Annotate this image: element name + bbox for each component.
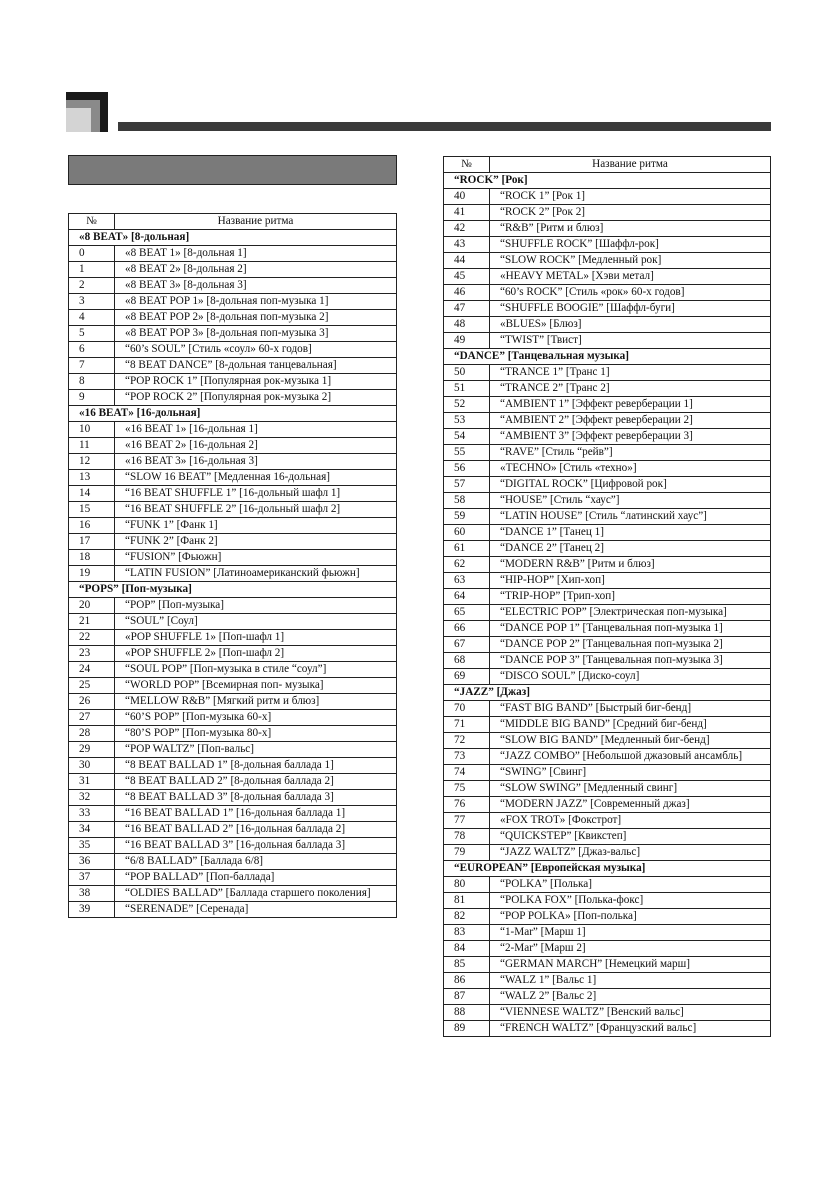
rhythm-number: 23 [69,646,115,662]
rhythm-number: 68 [444,653,490,669]
rhythm-name: «POP SHUFFLE 2» [Поп-шафл 2] [115,646,397,662]
rhythm-number: 86 [444,973,490,989]
group-header-row [69,406,397,422]
rhythm-number: 82 [444,909,490,925]
rhythm-name: «8 BEAT 3» [8-дольная 3] [115,278,397,294]
rhythm-number: 74 [444,765,490,781]
rhythm-number: 52 [444,397,490,413]
rhythm-number: 49 [444,333,490,349]
group-title: “POPS” [Поп-музыка] [69,582,397,598]
rhythm-number: 14 [69,486,115,502]
rhythm-name: «8 BEAT 2» [8-дольная 2] [115,262,397,278]
rhythm-number: 20 [69,598,115,614]
rhythm-name: “VIENNESE WALTZ” [Венский вальс] [490,1005,771,1021]
rhythm-name: “60’s SOUL” [Стиль «соул» 60-х годов] [115,342,397,358]
rhythm-number: 36 [69,854,115,870]
group-header-row [444,861,771,877]
table-row [444,493,771,509]
table-row [444,365,771,381]
column-header-number: № [69,214,115,230]
rhythm-name: “16 BEAT BALLAD 3” [16-дольная баллада 3] [115,838,397,854]
rhythm-name: “DANCE 2” [Танец 2] [490,541,771,557]
rhythm-number: 88 [444,1005,490,1021]
table-row [69,566,397,582]
table-row [69,502,397,518]
rhythm-name: “16 BEAT BALLAD 2” [16-дольная баллада 2] [115,822,397,838]
table-row [444,509,771,525]
table-row [69,470,397,486]
rhythm-number: 79 [444,845,490,861]
table-row [444,845,771,861]
rhythm-name: «HEAVY METAL» [Хэви метал] [490,269,771,285]
rhythm-number: 47 [444,301,490,317]
rhythm-number: 64 [444,589,490,605]
rhythm-name: “SLOW ROCK” [Медленный рок] [490,253,771,269]
table-row [444,877,771,893]
table-row [444,909,771,925]
table-row [444,605,771,621]
rhythm-name: “POP ROCK 1” [Популярная рок-музыка 1] [115,374,397,390]
rhythm-name: “8 BEAT BALLAD 3” [8-дольная баллада 3] [115,790,397,806]
rhythm-name: “2-Mar” [Марш 2] [490,941,771,957]
rhythm-number: 32 [69,790,115,806]
group-header-row [444,349,771,365]
rhythm-number: 35 [69,838,115,854]
rhythm-table-left [68,213,397,918]
table-row [69,902,397,918]
table-row [444,525,771,541]
table-row [444,813,771,829]
group-header-row [444,685,771,701]
table-row [444,1021,771,1037]
rhythm-name: “POP POLKA» [Поп-полька] [490,909,771,925]
rhythm-name: “SHUFFLE ROCK” [Шаффл-рок] [490,237,771,253]
column-header-number: № [444,157,490,173]
table-row [69,358,397,374]
rhythm-number: 15 [69,502,115,518]
table-row [444,397,771,413]
table-row [444,669,771,685]
section-title-box [68,155,397,185]
table-row [444,189,771,205]
table-row [444,317,771,333]
rhythm-number: 61 [444,541,490,557]
rhythm-name: “ROCK 1” [Рок 1] [490,189,771,205]
rhythm-name: “POP” [Поп-музыка] [115,598,397,614]
rhythm-number: 66 [444,621,490,637]
rhythm-name: “JAZZ COMBO” [Небольшой джазовый ансамбль] [490,749,771,765]
table-row [69,726,397,742]
rhythm-name: “WALZ 1” [Вальс 1] [490,973,771,989]
rhythm-number: 11 [69,438,115,454]
table-row [444,637,771,653]
rhythm-number: 2 [69,278,115,294]
rhythm-name: “OLDIES BALLAD” [Баллада старшего поколения] [115,886,397,902]
table-row [444,541,771,557]
rhythm-name: “POP ROCK 2” [Популярная рок-музыка 2] [115,390,397,406]
table-row [444,413,771,429]
rhythm-name: “60’S POP” [Поп-музыка 60-х] [115,710,397,726]
group-title: «8 BEAT» [8-дольная] [69,230,397,246]
rhythm-name: “POLKA FOX” [Полька-фокс] [490,893,771,909]
table-row [444,829,771,845]
rhythm-number: 3 [69,294,115,310]
rhythm-number: 1 [69,262,115,278]
table-row [444,797,771,813]
rhythm-number: 44 [444,253,490,269]
rhythm-number: 83 [444,925,490,941]
rhythm-name: “RAVE” [Стиль “рейв”] [490,445,771,461]
column-header-name: Название ритма [115,214,397,230]
table-row [69,774,397,790]
rhythm-name: «16 BEAT 1» [16-дольная 1] [115,422,397,438]
rhythm-number: 76 [444,797,490,813]
header-bar [118,122,771,131]
group-header-row [444,173,771,189]
rhythm-name: “DISCO SOUL” [Диско-соул] [490,669,771,685]
rhythm-name: «TECHNO» [Стиль «техно»] [490,461,771,477]
table-row [69,806,397,822]
rhythm-name: “16 BEAT BALLAD 1” [16-дольная баллада 1] [115,806,397,822]
rhythm-number: 53 [444,413,490,429]
rhythm-name: “WORLD POP” [Всемирная поп- музыка] [115,678,397,694]
rhythm-name: “POP WALTZ” [Поп-вальс] [115,742,397,758]
rhythm-number: 58 [444,493,490,509]
rhythm-number: 0 [69,246,115,262]
table-row [444,749,771,765]
table-row [444,701,771,717]
rhythm-number: 18 [69,550,115,566]
rhythm-number: 6 [69,342,115,358]
table-row [69,326,397,342]
rhythm-number: 33 [69,806,115,822]
table-row [69,694,397,710]
group-header-row [69,230,397,246]
rhythm-number: 34 [69,822,115,838]
rhythm-name: “R&B” [Ритм и блюз] [490,221,771,237]
table-row [69,662,397,678]
rhythm-number: 60 [444,525,490,541]
rhythm-name: “JAZZ WALTZ” [Джаз-вальс] [490,845,771,861]
table-row [69,598,397,614]
rhythm-name: “ROCK 2” [Рок 2] [490,205,771,221]
rhythm-name: «8 BEAT POP 1» [8-дольная поп-музыка 1] [115,294,397,310]
group-header-row [69,582,397,598]
rhythm-number: 43 [444,237,490,253]
rhythm-name: “DANCE POP 2” [Танцевальная поп-музыка 2] [490,637,771,653]
table-row [444,461,771,477]
table-row [69,390,397,406]
rhythm-name: «16 BEAT 3» [16-дольная 3] [115,454,397,470]
rhythm-name: “AMBIENT 1” [Эффект реверберации 1] [490,397,771,413]
table-row [69,854,397,870]
table-body [69,230,397,918]
rhythm-name: “DANCE POP 3” [Танцевальная поп-музыка 3] [490,653,771,669]
rhythm-number: 16 [69,518,115,534]
table-row [444,205,771,221]
rhythm-number: 56 [444,461,490,477]
table-row [444,765,771,781]
table-row [444,477,771,493]
rhythm-number: 50 [444,365,490,381]
rhythm-name: “SOUL POP” [Поп-музыка в стиле “соул”] [115,662,397,678]
group-title: “DANCE” [Танцевальная музыка] [444,349,771,365]
table-row [69,678,397,694]
rhythm-number: 48 [444,317,490,333]
group-title: «16 BEAT» [16-дольная] [69,406,397,422]
table-row [444,893,771,909]
rhythm-number: 71 [444,717,490,733]
rhythm-name: «FOX TROT» [Фокстрот] [490,813,771,829]
rhythm-number: 5 [69,326,115,342]
rhythm-name: “16 BEAT SHUFFLE 1” [16-дольный шафл 1] [115,486,397,502]
rhythm-name: “80’S POP” [Поп-музыка 80-х] [115,726,397,742]
table-row [69,246,397,262]
rhythm-number: 46 [444,285,490,301]
table-row [69,550,397,566]
rhythm-number: 54 [444,429,490,445]
rhythm-number: 24 [69,662,115,678]
rhythm-number: 17 [69,534,115,550]
rhythm-number: 81 [444,893,490,909]
table-row [444,237,771,253]
table-row [444,733,771,749]
rhythm-name: “SWING” [Свинг] [490,765,771,781]
rhythm-name: “6/8 BALLAD” [Баллада 6/8] [115,854,397,870]
rhythm-number: 75 [444,781,490,797]
rhythm-name: “MIDDLE BIG BAND” [Средний биг-бенд] [490,717,771,733]
rhythm-name: “8 BEAT DANCE” [8-дольная танцевальная] [115,358,397,374]
corner-decoration-light [66,108,91,132]
rhythm-number: 42 [444,221,490,237]
table-row [444,989,771,1005]
table-row [69,486,397,502]
rhythm-name: “SLOW BIG BAND” [Медленный биг-бенд] [490,733,771,749]
rhythm-name: “MELLOW R&B” [Мягкий ритм и блюз] [115,694,397,710]
rhythm-name: “DANCE POP 1” [Танцевальная поп-музыка 1] [490,621,771,637]
table-row [69,438,397,454]
rhythm-name: “8 BEAT BALLAD 2” [8-дольная баллада 2] [115,774,397,790]
table-row [444,589,771,605]
rhythm-name: “MODERN R&B” [Ритм и блюз] [490,557,771,573]
rhythm-name: “GERMAN MARCH” [Немецкий марш] [490,957,771,973]
rhythm-number: 4 [69,310,115,326]
table-row [69,454,397,470]
rhythm-name: “LATIN HOUSE” [Стиль “латинский хаус”] [490,509,771,525]
rhythm-name: “DIGITAL ROCK” [Цифровой рок] [490,477,771,493]
table-row [444,253,771,269]
rhythm-name: “SHUFFLE BOOGIE” [Шаффл-буги] [490,301,771,317]
rhythm-name: «BLUES» [Блюз] [490,317,771,333]
rhythm-name: “POP BALLAD” [Поп-баллада] [115,870,397,886]
table-row [444,285,771,301]
rhythm-number: 21 [69,614,115,630]
group-title: “EUROPEAN” [Европейская музыка] [444,861,771,877]
rhythm-name: «8 BEAT 1» [8-дольная 1] [115,246,397,262]
table-row [69,838,397,854]
rhythm-number: 89 [444,1021,490,1037]
rhythm-number: 22 [69,630,115,646]
table-row [69,870,397,886]
rhythm-number: 39 [69,902,115,918]
table-row [444,301,771,317]
rhythm-number: 26 [69,694,115,710]
group-title: “JAZZ” [Джаз] [444,685,771,701]
rhythm-name: “HOUSE” [Стиль “хаус”] [490,493,771,509]
rhythm-name: «POP SHUFFLE 1» [Поп-шафл 1] [115,630,397,646]
table-row [69,422,397,438]
rhythm-number: 80 [444,877,490,893]
rhythm-number: 25 [69,678,115,694]
rhythm-name: “AMBIENT 3” [Эффект реверберации 3] [490,429,771,445]
table-row [444,221,771,237]
rhythm-number: 37 [69,870,115,886]
rhythm-number: 41 [444,205,490,221]
rhythm-name: «16 BEAT 2» [16-дольная 2] [115,438,397,454]
rhythm-name: “WALZ 2” [Вальс 2] [490,989,771,1005]
rhythm-number: 30 [69,758,115,774]
table-row [444,333,771,349]
table-row [69,374,397,390]
table-row [444,1005,771,1021]
rhythm-number: 63 [444,573,490,589]
rhythm-number: 19 [69,566,115,582]
rhythm-number: 57 [444,477,490,493]
rhythm-number: 40 [444,189,490,205]
rhythm-number: 12 [69,454,115,470]
rhythm-name: “60’s ROCK” [Стиль «рок» 60-х годов] [490,285,771,301]
rhythm-name: “8 BEAT BALLAD 1” [8-дольная баллада 1] [115,758,397,774]
table-row [444,573,771,589]
table-row [444,381,771,397]
table-row [69,822,397,838]
rhythm-name: “TWIST” [Твист] [490,333,771,349]
rhythm-number: 65 [444,605,490,621]
group-title: “ROCK” [Рок] [444,173,771,189]
rhythm-number: 51 [444,381,490,397]
table-row [444,653,771,669]
table-row [444,717,771,733]
rhythm-name: “AMBIENT 2” [Эффект реверберации 2] [490,413,771,429]
table-row [444,925,771,941]
rhythm-name: “SERENADE” [Серенада] [115,902,397,918]
rhythm-number: 73 [444,749,490,765]
rhythm-number: 28 [69,726,115,742]
rhythm-number: 27 [69,710,115,726]
rhythm-table-right [443,156,771,1037]
rhythm-name: “TRIP-HOP” [Трип-хоп] [490,589,771,605]
table-row [69,742,397,758]
rhythm-name: “FAST BIG BAND” [Быстрый биг-бенд] [490,701,771,717]
rhythm-name: “SLOW 16 BEAT” [Медленная 16-дольная] [115,470,397,486]
rhythm-name: “LATIN FUSION” [Латиноамериканский фьюжн] [115,566,397,582]
table-row [69,630,397,646]
rhythm-name: “FRENCH WALTZ” [Французский вальс] [490,1021,771,1037]
rhythm-number: 84 [444,941,490,957]
table-row [69,614,397,630]
table-row [444,973,771,989]
table-row [444,557,771,573]
rhythm-number: 55 [444,445,490,461]
rhythm-number: 38 [69,886,115,902]
rhythm-number: 8 [69,374,115,390]
rhythm-name: “QUICKSTEP” [Квикстеп] [490,829,771,845]
rhythm-name: “FUNK 2” [Фанк 2] [115,534,397,550]
rhythm-number: 45 [444,269,490,285]
rhythm-name: “HIP-HOP” [Хип-хоп] [490,573,771,589]
table-row [69,278,397,294]
table-row [69,518,397,534]
rhythm-name: “DANCE 1” [Танец 1] [490,525,771,541]
rhythm-name: “16 BEAT SHUFFLE 2” [16-дольный шафл 2] [115,502,397,518]
table-header-row [69,214,397,230]
rhythm-number: 69 [444,669,490,685]
rhythm-name: “FUSION” [Фьюжн] [115,550,397,566]
table-row [69,262,397,278]
table-row [444,781,771,797]
rhythm-number: 29 [69,742,115,758]
rhythm-number: 31 [69,774,115,790]
rhythm-name: “MODERN JAZZ” [Современный джаз] [490,797,771,813]
rhythm-name: “SLOW SWING” [Медленный свинг] [490,781,771,797]
table-row [444,941,771,957]
table-row [444,621,771,637]
table-body [444,173,771,1037]
rhythm-name: «8 BEAT POP 2» [8-дольная поп-музыка 2] [115,310,397,326]
table-row [69,790,397,806]
rhythm-name: «8 BEAT POP 3» [8-дольная поп-музыка 3] [115,326,397,342]
column-header-name: Название ритма [490,157,771,173]
rhythm-name: “ELECTRIC POP” [Электрическая поп-музыка] [490,605,771,621]
rhythm-name: “TRANCE 2” [Транс 2] [490,381,771,397]
table-row [69,294,397,310]
rhythm-number: 62 [444,557,490,573]
rhythm-number: 77 [444,813,490,829]
table-row [69,758,397,774]
table-row [444,445,771,461]
table-row [444,269,771,285]
rhythm-number: 13 [69,470,115,486]
rhythm-number: 87 [444,989,490,1005]
rhythm-number: 10 [69,422,115,438]
rhythm-number: 67 [444,637,490,653]
table-row [69,710,397,726]
table-row [69,534,397,550]
table-row [444,429,771,445]
rhythm-name: “FUNK 1” [Фанк 1] [115,518,397,534]
table-row [69,886,397,902]
rhythm-number: 9 [69,390,115,406]
table-header-row [444,157,771,173]
rhythm-name: “1-Mar” [Марш 1] [490,925,771,941]
rhythm-name: “POLKA” [Полька] [490,877,771,893]
table-row [69,342,397,358]
rhythm-number: 70 [444,701,490,717]
rhythm-number: 78 [444,829,490,845]
rhythm-name: “SOUL” [Соул] [115,614,397,630]
rhythm-number: 72 [444,733,490,749]
table-row [69,310,397,326]
rhythm-name: “TRANCE 1” [Транс 1] [490,365,771,381]
rhythm-number: 7 [69,358,115,374]
table-row [69,646,397,662]
rhythm-number: 59 [444,509,490,525]
rhythm-number: 85 [444,957,490,973]
table-row [444,957,771,973]
